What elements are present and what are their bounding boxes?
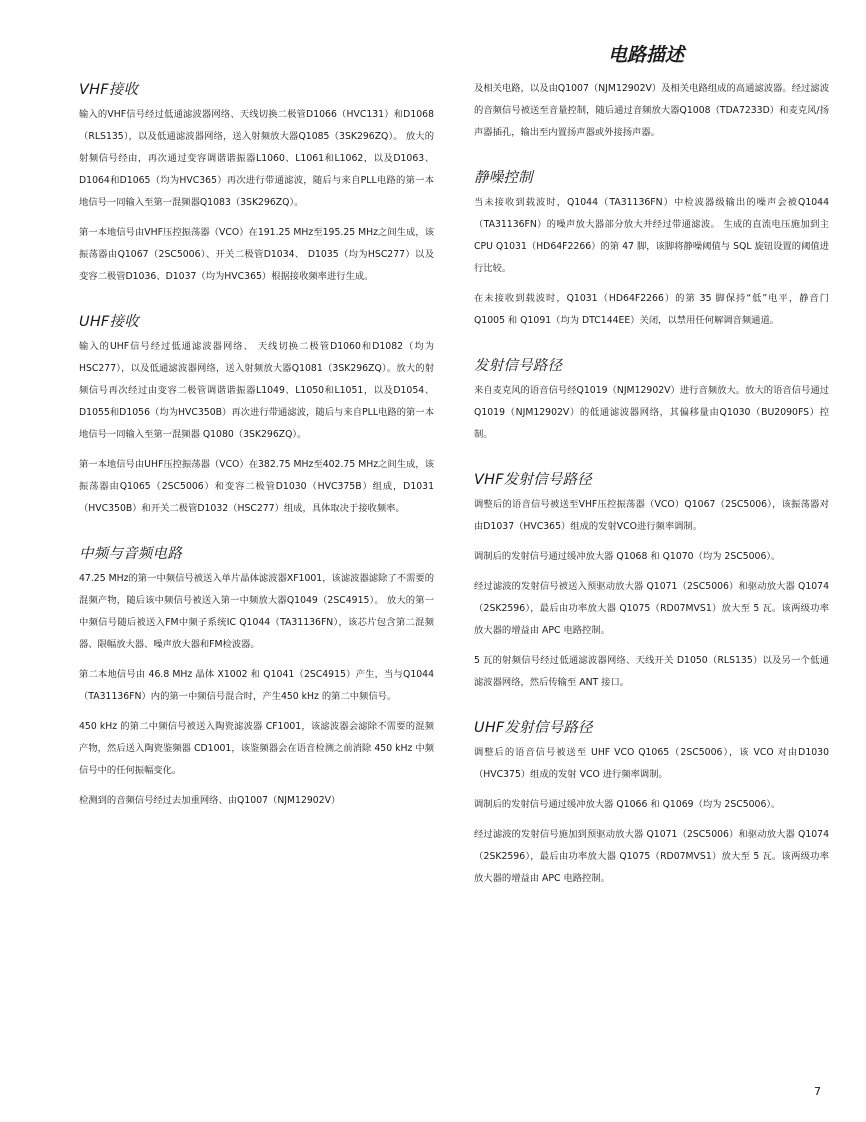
paragraph: 在未接收到载波时，Q1031（HD64F2266）的第 35 脚保持“低”电平，静音门Q1005 和 Q1091（均为 DTC144EE）关闭，以禁用任何解调音频通道。 xyxy=(474,293,829,326)
paragraph: 450 kHz 的第二中频信号被送入陶瓷滤波器 CF1001，该滤波器会滤除不需要的混频产物，然后送入陶瓷鉴频器 CD1001，该鉴频器会在语音检测之前消除 450 kHz 中频信号中的任何振幅变化。 xyxy=(79,721,434,776)
paragraph: 第二本地信号由 46.8 MHz 晶体 X1002 和 Q1041（2SC4915）产生，当与Q1044（TA31136FN）内的第一中频信号混合时，产生450 kHz 的第二中频信号。 xyxy=(79,669,434,702)
page-title: 电路描述 xyxy=(608,44,685,66)
section-heading-uhf-tx: UHF发射信号路径 xyxy=(474,720,593,736)
section-heading-tx-path: 发射信号路径 xyxy=(474,358,563,374)
paragraph: 47.25 MHz的第一中频信号被送入单片晶体滤波器XF1001，该滤波器滤除了不需要的混频产物，随后该中频信号被送入第一中频放大器Q1049（2SC4915）。 放大的第一中频信号随后被送入FM中频子系统IC Q1044（TA31136FN），该芯片包含第二混频器、限幅放大器、噪声放大器和FM检波器。 xyxy=(79,573,434,650)
paragraph: 调制后的发射信号通过缓冲放大器 Q1068 和 Q1070（均为 2SC5006）。 xyxy=(474,551,781,562)
paragraph: 调整后的语音信号被送至 UHF VCO Q1065（2SC5006），该 VCO 对由D1030（HVC375）组成的发射 VCO 进行频率调制。 xyxy=(474,747,829,780)
right-column xyxy=(474,78,829,898)
section-heading-vhf-tx: VHF发射信号路径 xyxy=(474,472,592,488)
paragraph: 输入的UHF信号经过低通滤波器网络、 天线切换二极管D1060和D1082（均为HSC277），以及低通滤波器网络，送入射频放大器Q1081（3SK296ZQ）。放大的射频信号再次经过由变容二极管调谐谐振器L1049、L1050和L1051，以及D1054、D1055和D1056（均为HVC350B）再次进行带通滤波，随后与来自PLL电路的第一本地信号一同输入至第一混频器 Q1080（3SK296ZQ）。 xyxy=(79,341,434,440)
paragraph: 第一本地信号由UHF压控振荡器（VCO）在382.75 MHz至402.75 MHz之间生成，该振荡器由Q1065（2SC5006）和变容二极管D1030（HVC375B）组成，D1031（HVC350B）和开关二极管D1032（HSC277）组成，具体取决于接收频率。 xyxy=(79,459,434,514)
paragraph: 输入的VHF信号经过低通滤波器网络、天线切换二极管D1066（HVC131）和D1068（RLS135），以及低通滤波器网络，送入射频放大器Q1085（3SK296ZQ）。 放大的射频信号经由，再次通过变容调谐谐振器L1060、L1061和L1062，以及D1063、D1064和D1065（均为HVC365）再次进行带通滤波，随后与来自PLL电路的第一本地信号一同输入至第一混频器Q1083（3SK296ZQ）。 xyxy=(79,109,434,208)
section-heading-uhf-receive: UHF接收 xyxy=(79,314,139,330)
section-heading-if-audio: 中频与音频电路 xyxy=(79,546,182,562)
page-number: 7 xyxy=(814,1085,821,1098)
paragraph: 检测到的音频信号经过去加重网络、由Q1007（NJM12902V） xyxy=(79,795,341,806)
paragraph: 5 瓦的射频信号经过低通滤波器网络、天线开关 D1050（RLS135）以及另一个低通滤波器网络，然后传输至 ANT 接口。 xyxy=(474,655,829,688)
paragraph: 调整后的语音信号被送至VHF压控振荡器（VCO）Q1067（2SC5006），该振荡器对由D1037（HVC365）组成的发射VCO进行频率调制。 xyxy=(474,499,829,532)
paragraph: 及相关电路，以及由Q1007（NJM12902V）及相关电路组成的高通滤波器。经过滤波的音频信号被送至音量控制，随后通过音频放大器Q1008（TDA7233D）和麦克风/扬声器插孔，输出至内置扬声器或外接扬声器。 xyxy=(474,83,829,138)
paragraph: 当未接收到载波时，Q1044（TA31136FN）中检波器级输出的噪声会被Q1044（TA31136FN）的噪声放大器部分放大并经过带通滤波。 生成的直流电压施加到主 CPU Q1031（HD64F2266）的第 47 脚，该脚将静噪阈值与 SQL 旋钮设置的阈值进行比较。 xyxy=(474,197,829,274)
paragraph: 第一本地信号由VHF压控振荡器（VCO）在191.25 MHz至195.25 MHz之间生成，该振荡器由Q1067（2SC5006）、开关二极管D1034、 D1035（均为HSC277）以及变容二极管D1036、D1037（均为HVC365）根据接收频率进行生成。 xyxy=(79,227,434,282)
section-heading-squelch: 静噪控制 xyxy=(474,170,533,186)
paragraph: 调制后的发射信号通过缓冲放大器 Q1066 和 Q1069（均为 2SC5006）。 xyxy=(474,799,781,810)
paragraph: 来自麦克风的语音信号经Q1019（NJM12902V）进行音频放大。放大的语音信号通过Q1019（NJM12902V）的低通滤波器网络，其偏移量由Q1030（BU2090FS）控制。 xyxy=(474,385,829,440)
section-heading-vhf-receive: VHF接收 xyxy=(79,82,139,98)
paragraph: 经过滤波的发射信号被送入预驱动放大器 Q1071（2SC5006）和驱动放大器 Q1074（2SK2596），最后由功率放大器 Q1075（RD07MVS1）放大至 5 瓦。该两级功率放大器的增益由 APC 电路控制。 xyxy=(474,581,829,636)
paragraph: 经过滤波的发射信号施加到预驱动放大器 Q1071（2SC5006）和驱动放大器 Q1074（2SK2596），最后由功率放大器 Q1075（RD07MVS1）放大至 5 瓦。该两级功率放大器的增益由 APC 电路控制。 xyxy=(474,829,829,884)
left-column xyxy=(79,78,434,820)
